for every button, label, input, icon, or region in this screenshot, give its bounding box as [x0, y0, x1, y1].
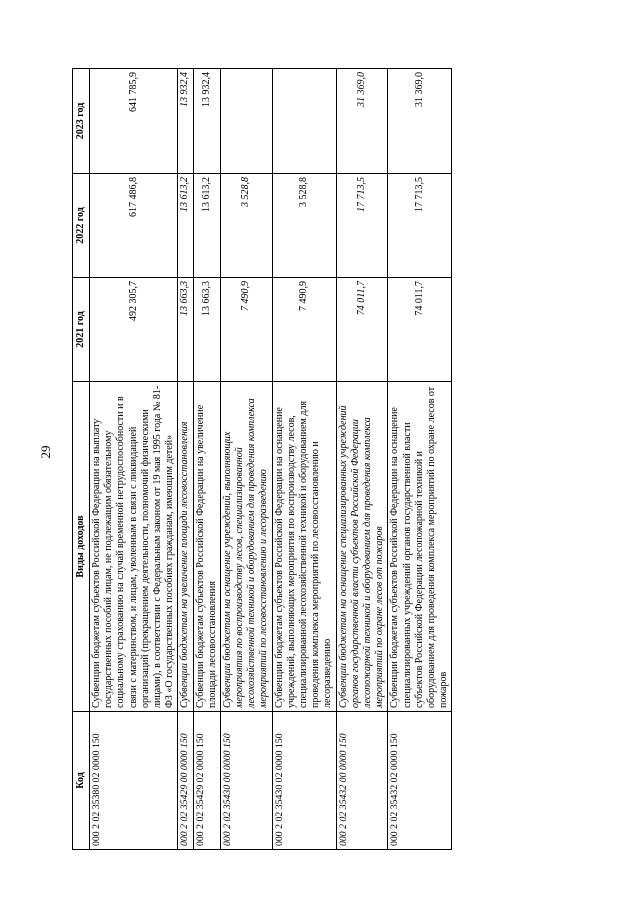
row-code: 000 2 02 35432 00 0000 150 — [336, 712, 388, 850]
row-value-2023: 13 932,4 — [193, 69, 220, 174]
row-value-2022: 17 713,5 — [388, 174, 452, 278]
row-revenue-type: Субвенции бюджетам на оснащение учреждений, выполняющих мероприятия по воспроизводству лесов, специализированной лесохозяйственной техникой и оборудованием для проведения комплекса мероприятий по лесовосстановлению и лесоразведению — [220, 382, 272, 712]
row-value-2021: 7 490,9 — [220, 278, 272, 382]
row-value-2022: 617 486,8 — [90, 174, 178, 278]
row-value-2023: 13 932,4 — [178, 69, 193, 174]
header-revenue-type: Виды доходов — [73, 382, 90, 712]
rotated-table-container — [72, 69, 577, 850]
row-value-2022: 13 613,2 — [178, 174, 193, 278]
row-value-2021: 13 663,3 — [193, 278, 220, 382]
row-revenue-type: Субвенции бюджетам субъектов Российской Федерации на оснащение специализированных учреждений органов государственной власти субъектов Российской Федерации лесопожарной техникой и оборудованием для проведения комплекса мероприятий по охране лесов от пожаров — [388, 382, 452, 712]
row-value-2023 — [220, 69, 272, 174]
row-value-2022: 3 528,8 — [220, 174, 272, 278]
table-row — [388, 69, 452, 850]
row-code: 000 2 02 35432 02 0000 150 — [388, 712, 452, 850]
row-code: 000 2 02 35429 00 0000 150 — [178, 712, 193, 850]
table-row — [178, 69, 193, 850]
row-value-2021: 13 663,3 — [178, 278, 193, 382]
row-revenue-type: Субвенции бюджетам субъектов Российской Федерации на оснащение учреждений, выполняющих мероприятия по воспроизводству лесов, специализированной лесохозяйственной техникой и оборудованием для проведения комплекса мероприятий по лесовосстановлению и лесоразведению — [272, 382, 336, 712]
page-number: 29 — [38, 445, 53, 459]
row-code: 000 2 02 35380 02 0000 150 — [90, 712, 178, 850]
row-value-2023 — [272, 69, 336, 174]
header-code: Код — [73, 712, 90, 850]
table-row — [220, 69, 272, 850]
row-code: 000 2 02 35430 00 0000 150 — [220, 712, 272, 850]
row-code: 000 2 02 35430 02 0000 150 — [272, 712, 336, 850]
table-body — [90, 69, 452, 850]
row-value-2022: 3 528,8 — [272, 174, 336, 278]
table-row — [272, 69, 336, 850]
row-value-2021: 74 011,7 — [336, 278, 388, 382]
row-value-2023: 641 785,9 — [90, 69, 178, 174]
row-revenue-type: Субвенции бюджетам на увеличение площади лесовосстановления — [178, 382, 193, 712]
row-revenue-type: Субвенции бюджетам субъектов Российской Федерации на выплату государственных пособий лицам, не подлежащим обязательному социальному страхованию на случай временной нетрудоспособности и в связи с материнством, и лицам, уволенным в связи с ликвидацией организаций (прекращением деятельности, полномочий физическими лицами), в соответствии с Федеральным законом от 19 мая 1995 года № 81-ФЗ «О государственных пособиях гражданам, имеющим детей» — [90, 382, 178, 712]
row-value-2022: 17 713,5 — [336, 174, 388, 278]
table-row — [336, 69, 388, 850]
row-value-2021: 492 305,7 — [90, 278, 178, 382]
header-2022: 2022 год — [73, 174, 90, 278]
row-value-2022: 13 613,2 — [193, 174, 220, 278]
header-2021: 2021 год — [73, 278, 90, 382]
table-header-row — [73, 69, 90, 850]
row-code: 000 2 02 35429 02 0000 150 — [193, 712, 220, 850]
revenue-table — [72, 68, 452, 850]
row-value-2021: 74 011,7 — [388, 278, 452, 382]
table-row — [193, 69, 220, 850]
table-row — [90, 69, 178, 850]
row-revenue-type: Субвенции бюджетам субъектов Российской Федерации на увеличение площади лесовосстановления — [193, 382, 220, 712]
row-value-2023: 31 369,0 — [336, 69, 388, 174]
row-value-2023: 31 369,0 — [388, 69, 452, 174]
header-2023: 2023 год — [73, 69, 90, 174]
row-revenue-type: Субвенции бюджетам на оснащение специализированных учреждений органов государственной власти субъектов Российской Федерации лесопожарной техникой и оборудованием для проведения комплекса мероприятий по охране лесов от пожаров — [336, 382, 388, 712]
row-value-2021: 7 490,9 — [272, 278, 336, 382]
